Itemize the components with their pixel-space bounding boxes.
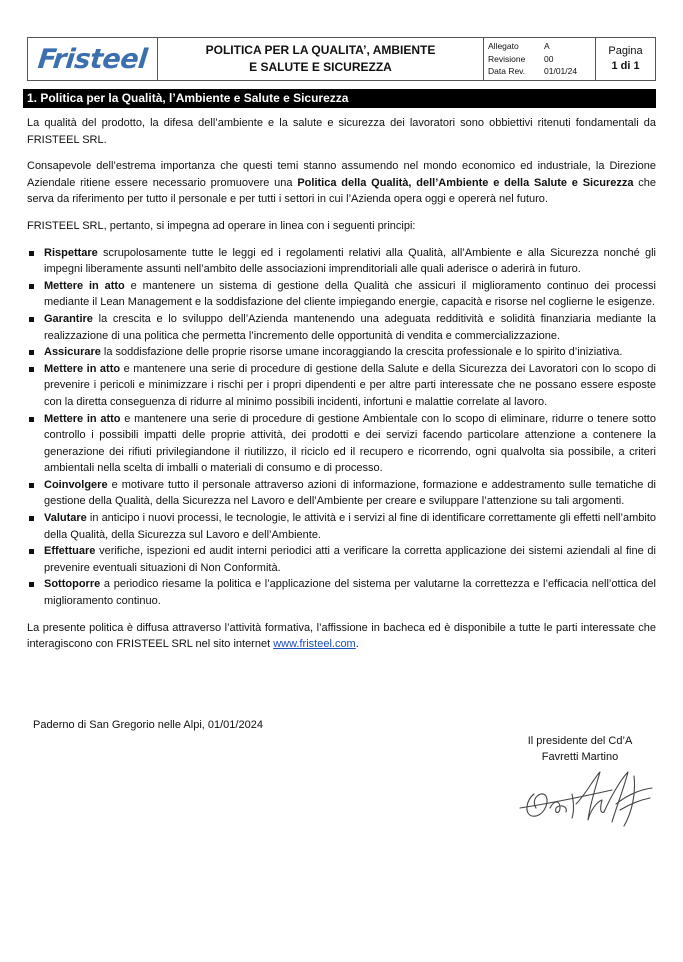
principle-keyword: Mettere in atto (44, 412, 121, 425)
closing-text-a: La presente politica è diffusa attraverso l’attività formativa, l’affissione in bacheca ed è disponibile a tutte le parti interessate che interagiscono con FRISTEEL SRL nel sito internet (27, 621, 656, 651)
principle-keyword: Coinvolgere (44, 478, 108, 491)
place-date: Paderno di San Gregorio nelle Alpi, 01/01/2024 (33, 719, 263, 731)
page-number-cell (596, 38, 655, 80)
principle-keyword: Mettere in atto (44, 362, 121, 375)
principle-keyword: Assicurare (44, 346, 101, 359)
list-item (27, 510, 656, 543)
document-title (158, 38, 484, 80)
principle-keyword: Rispettare (44, 246, 98, 259)
handwritten-signature (516, 764, 662, 834)
allegato-value: A (544, 41, 550, 51)
principle-keyword: Mettere in atto (44, 279, 125, 292)
principle-text: la crescita e lo sviluppo dell’Azienda mantenendo una adeguata redditività e solidità finanziaria mediante la realizzazione di una politica che permetta l’incremento delle opportunità di vendita e commercializzazione. (44, 312, 656, 342)
meta-revisione (488, 53, 595, 66)
principle-text: e mantenere un sistema di gestione della Qualità che assicuri il miglioramento continuo dei processi mediante il Lean Management e la soddisfazione del cliente impiegando energie, capacità e risorse nel coglierne le esigenze. (44, 279, 656, 309)
principle-text: a periodico riesame la politica e l’applicazione del sistema per valutarne la correttezza e l’efficacia nell’ottica del miglioramento continuo. (44, 578, 656, 608)
list-item (27, 311, 656, 344)
meta-allegato (488, 40, 595, 53)
signer-role: Il presidente del Cd’A (527, 735, 633, 747)
title-line-2: E SALUTE E SICUREZZA (249, 60, 392, 74)
title-line-1: POLITICA PER LA QUALITA’, AMBIENTE (205, 43, 436, 57)
principle-text: e motivare tutto il personale attraverso azioni di informazione, formazione e addestramento sulle tematiche di gestione della Qualità, della Sicurezza nel Lavoro e dell’Ambiente per creare e sviluppare l’attenzione su tali argomenti. (44, 478, 656, 508)
principle-text: e mantenere una serie di procedure di gestione Ambientale con lo scopo di eliminare, ridurre o tenere sotto controllo i possibili impatti delle proprie attività, dei prodotti e dei servizi facendo particolare attenzione a contenere la generazione dei rifiuti privilegiandone il riutilizzo, il riciclo ed il recupero e ricorrendo, ogni qualvolta sia possibile, a criteri ambientali nella scelta di imballi o materiali di consumo e di processo. (44, 412, 656, 475)
company-logo: Fristeel (36, 43, 149, 75)
data-rev-label: Data Rev. (488, 66, 526, 76)
principle-keyword: Sottoporre (44, 578, 101, 591)
pagina-label: Pagina (608, 45, 643, 57)
logo-cell (28, 38, 158, 80)
list-item (27, 278, 656, 311)
policy-bold-text: Politica della Qualità, dell’Ambiente e della Salute e Sicurezza (297, 176, 634, 189)
list-item (27, 477, 656, 510)
principle-text: in anticipo i nuovi processi, le tecnologie, le attività e i servizi al fine di identificare correttamente gli effetti nell’ambito della Qualità, della Sicurezza sul Lavoro e dell’Ambiente. (44, 512, 656, 541)
signer-name: Favretti Martino (541, 751, 619, 763)
principle-keyword: Garantire (44, 312, 93, 325)
principle-text: e mantenere una serie di procedure di gestione della Salute e della Sicurezza dei Lavoratori con lo scopo di prevenire i pericoli e minimizzare i rischi per i propri dipendenti e per altre parti interessate che ne possano essere esposte con la diretta conseguenza di ridurre al minimo possibili incidenti, infortuni e malattie correlate al lavoro. (44, 362, 656, 408)
commitment-paragraph: FRISTEEL SRL, pertanto, si impegna ad operare in linea con i seguenti principi: (27, 219, 416, 232)
principle-text: verifiche, ispezioni ed audit interni periodici atti a verificare la corretta applicazione dei sistemi aziendali al fine di prevenire eventuali situazioni di Non Conformità. (44, 545, 656, 574)
principle-text: scrupolosamente tutte le leggi ed i regolamenti relativi alla Qualità, all’Ambiente e alla Sicurezza nonché gli impegni liberamente assunti nell’ambito delle associazioni imprenditoriali alle quali aderisce o aderirà in futuro. (44, 246, 656, 276)
list-item (27, 411, 656, 477)
document-header (27, 37, 656, 81)
list-item (27, 543, 656, 576)
principle-keyword: Valutare (44, 512, 87, 525)
section-heading: 1. Politica per la Qualità, l’Ambiente e Salute e Sicurezza (23, 89, 656, 108)
document-body (27, 115, 656, 663)
revisione-label: Revisione (488, 53, 526, 64)
website-link[interactable]: www.fristeel.com (273, 638, 356, 651)
closing-text-b: . (355, 638, 359, 651)
intro-paragraph: La qualità del prodotto, la difesa dell’ambiente e la salute e sicurezza dei lavoratori sono obbiettivi ritenuti fondamentali da FRISTEEL SRL. (27, 117, 656, 146)
policy-paragraph (27, 158, 656, 208)
allegato-label: Allegato (488, 41, 519, 51)
principle-text: la soddisfazione delle proprie risorse umane incoraggiando la crescita professionale e lo spirito d’iniziativa. (100, 346, 623, 359)
pagina-value: 1 di 1 (611, 60, 640, 72)
policy-text-a: Consapevole dell’estrema importanza che questi temi stanno assumendo nel mondo economico ed industriale, la Direzione Aziendale ritiene essere necessario promuovere una (27, 160, 656, 189)
data-rev-value: 01/01/24 (544, 66, 578, 76)
closing-paragraph (27, 620, 656, 653)
meta-data-rev (488, 65, 595, 78)
document-meta (484, 38, 596, 80)
signature-block (505, 733, 655, 765)
principle-keyword: Effettuare (44, 545, 96, 558)
revisione-value: 00 (544, 53, 554, 64)
list-item (27, 245, 656, 278)
list-item (27, 344, 656, 361)
principles-list (27, 245, 656, 610)
list-item (27, 576, 656, 609)
policy-text-b: che serva da riferimento per tutto il personale e per tutti i settori in cui l’Azienda opera oggi e opererà nel futuro. (27, 176, 657, 206)
list-item (27, 361, 656, 411)
